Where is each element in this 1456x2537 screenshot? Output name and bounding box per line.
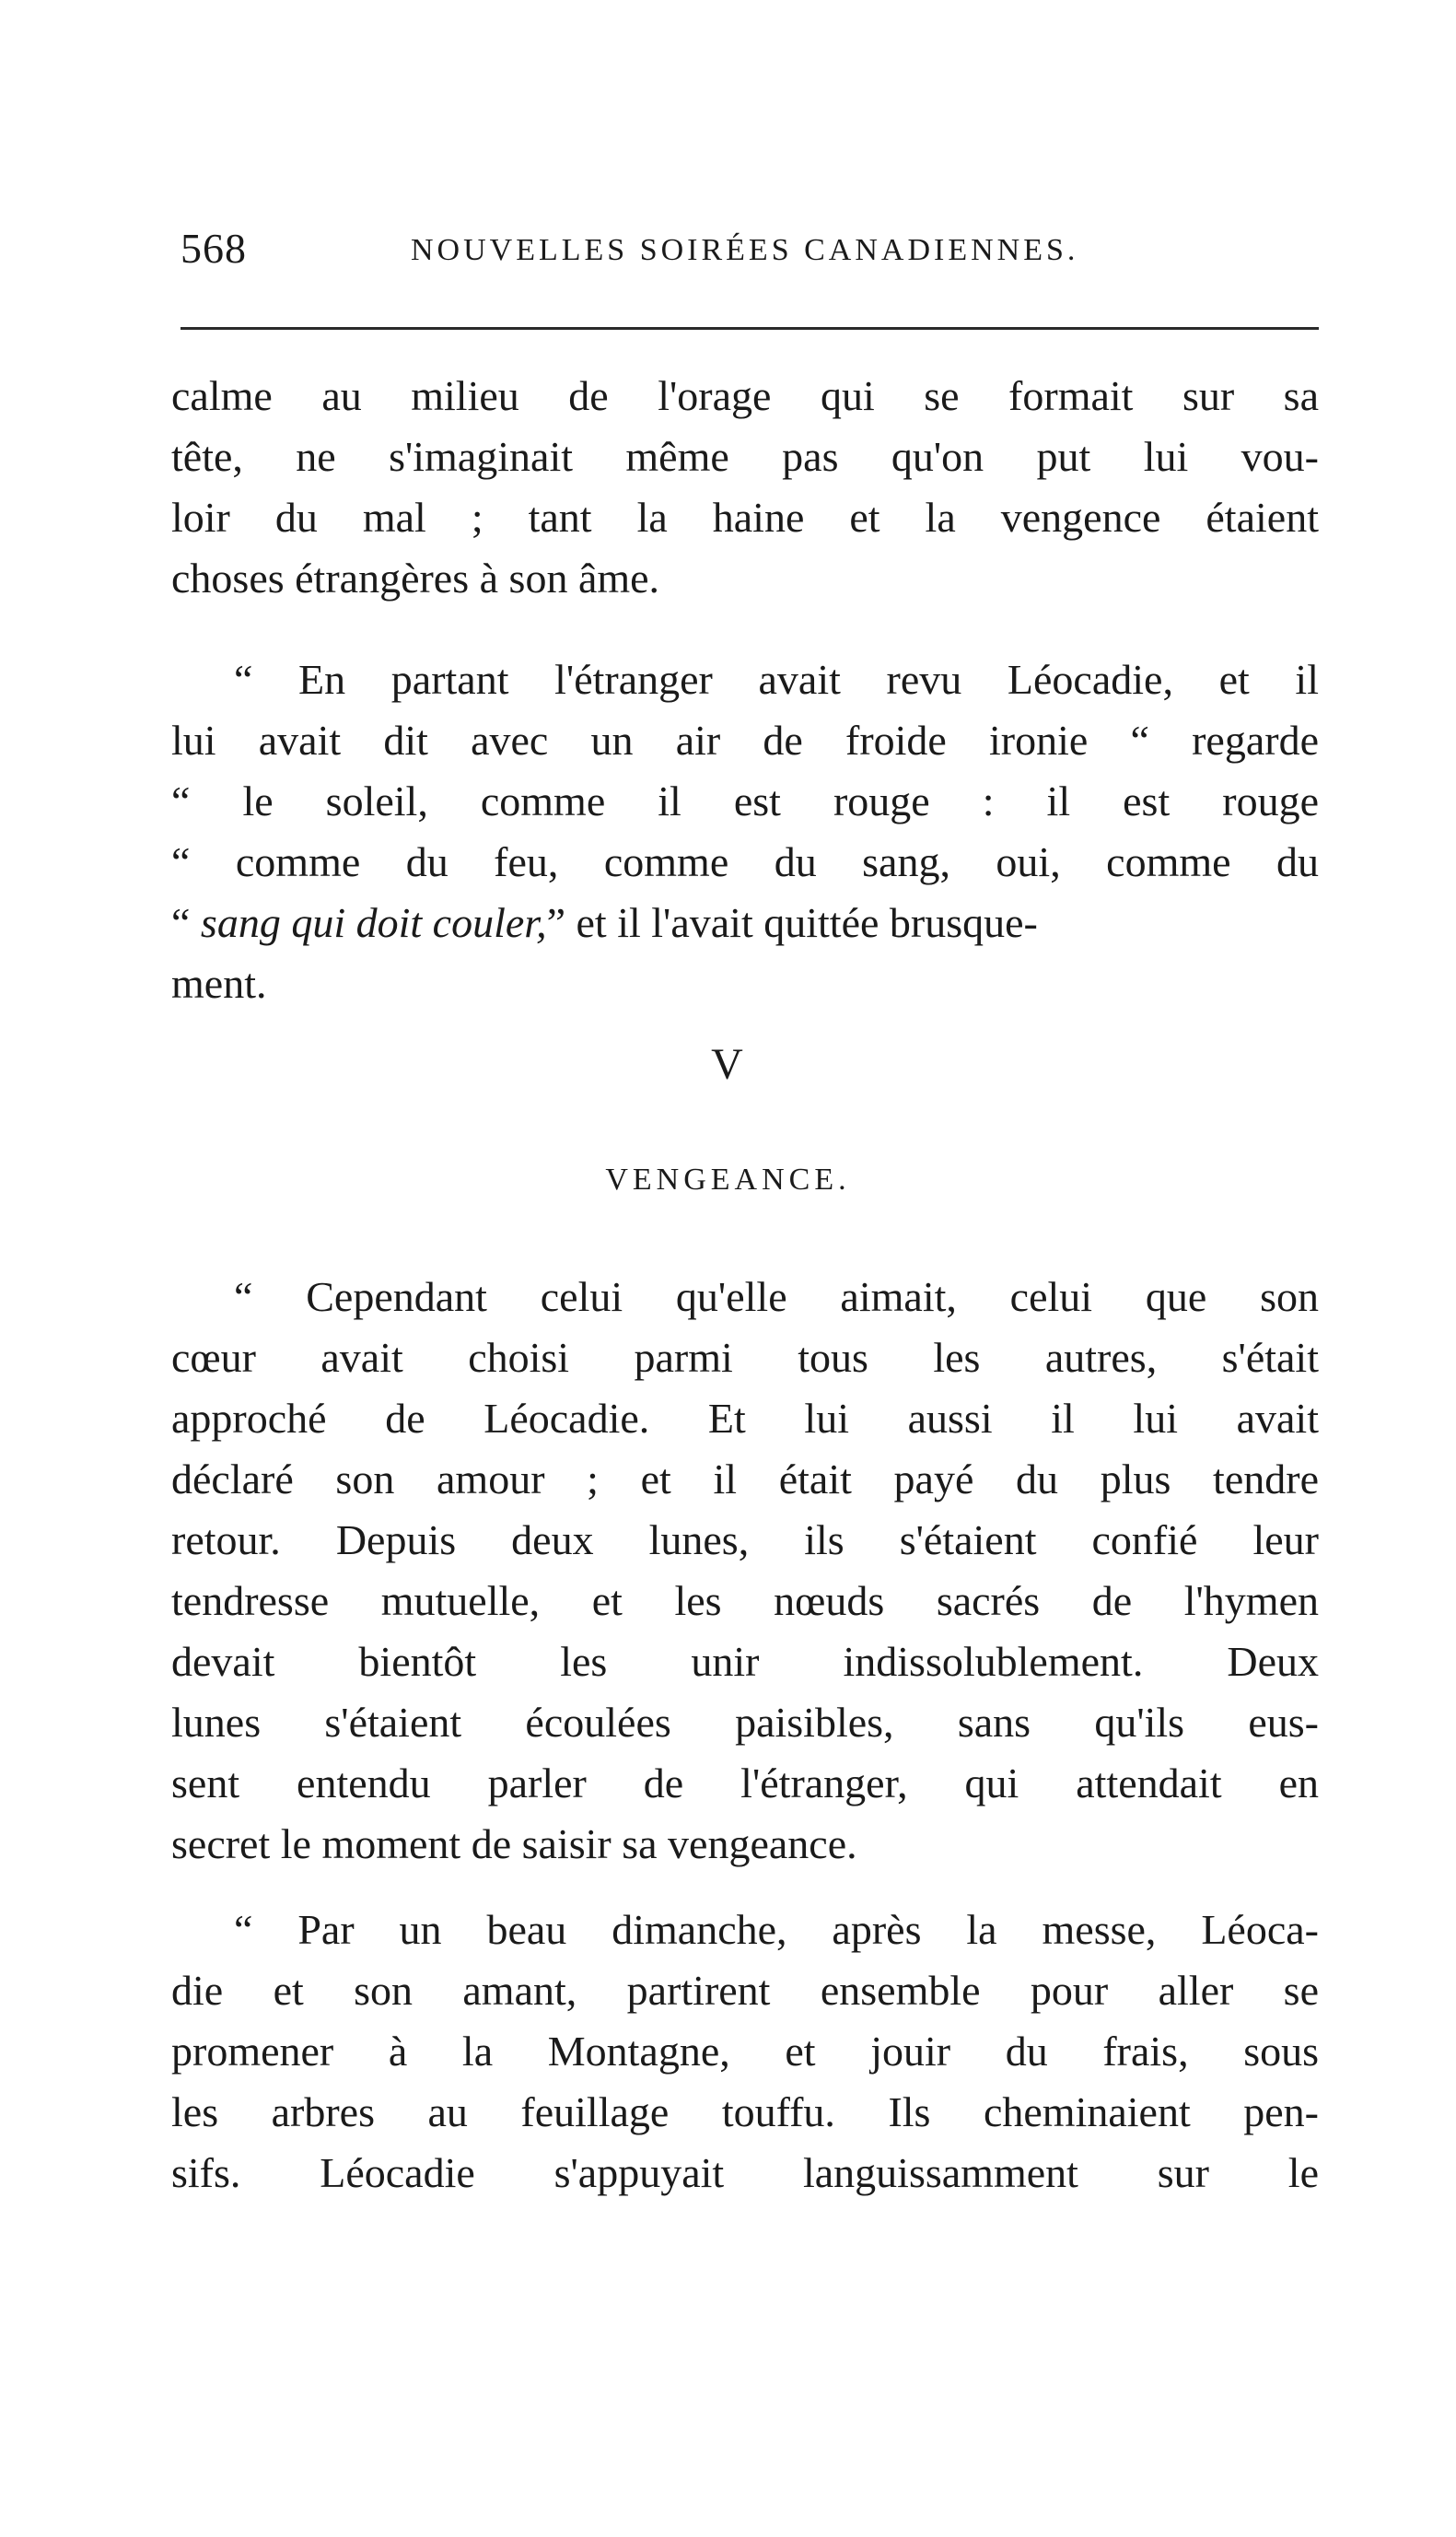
text-line: “ le soleil, comme il est rouge : il est rouge xyxy=(171,777,1319,824)
text-line: secret le moment de saisir sa vengeance. xyxy=(171,1820,857,1867)
text-line: lunes s'étaient écoulées paisibles, sans qu'ils eus- xyxy=(171,1699,1319,1746)
text-line: loir du mal ; tant la haine et la vengence étaient xyxy=(171,494,1319,541)
text-line: sifs. Léocadie s'appuyait languissamment sur le xyxy=(171,2149,1319,2196)
running-head: NOUVELLES SOIRÉES CANADIENNES. xyxy=(411,233,1079,267)
text-line: “ En partant l'étranger avait revu Léocadie, et il xyxy=(234,656,1319,703)
text-line: déclaré son amour ; et il était payé du plus tendre xyxy=(171,1456,1319,1502)
chapter-title: VENGEANCE. xyxy=(605,1163,851,1197)
text-line: tendresse mutuelle, et les nœuds sacrés de l'hymen xyxy=(171,1577,1319,1624)
text-line-quoted xyxy=(171,893,1319,953)
text-line: die et son amant, partirent ensemble pour aller se xyxy=(171,1967,1319,2014)
paragraph-3 xyxy=(171,1267,1319,1875)
paragraph-1 xyxy=(171,366,1319,609)
header-rule xyxy=(181,327,1319,330)
text-line: ment. xyxy=(171,960,267,1007)
text-line: calme au milieu de l'orage qui se formait sur sa xyxy=(171,372,1319,419)
chapter-number: V xyxy=(711,1040,745,1089)
paragraph-2 xyxy=(171,649,1319,1014)
text-line: “ Cependant celui qu'elle aimait, celui que son xyxy=(234,1273,1319,1320)
text-line: sent entendu parler de l'étranger, qui attendait en xyxy=(171,1760,1319,1806)
text-line: approché de Léocadie. Et lui aussi il lui avait xyxy=(171,1395,1319,1442)
text-line: “ Par un beau dimanche, après la messe, Léoca- xyxy=(234,1906,1319,1953)
text-line: tête, ne s'imaginait même pas qu'on put lui vou- xyxy=(171,433,1319,480)
text-line: lui avait dit avec un air de froide ironie “ regarde xyxy=(171,717,1319,764)
paragraph-4 xyxy=(171,1900,1319,2204)
text-line: choses étrangères à son âme. xyxy=(171,555,660,602)
italic-quotation: sang qui doit couler, xyxy=(200,899,547,946)
text-line: “ comme du feu, comme du sang, oui, comme du xyxy=(171,838,1319,885)
text-line: retour. Depuis deux lunes, ils s'étaient confié leur xyxy=(171,1516,1319,1563)
text-line: cœur avait choisi parmi tous les autres, s'était xyxy=(171,1334,1319,1381)
text-line: promener à la Montagne, et jouir du frais, sous xyxy=(171,2028,1319,2075)
text-line-rest: ” et il l'avait quittée brusque- xyxy=(546,899,1038,946)
text-line: devait bientôt les unir indissolublement. Deux xyxy=(171,1638,1319,1685)
page-number: 568 xyxy=(181,225,247,272)
page-header xyxy=(181,224,1319,279)
text-line: les arbres au feuillage touffu. Ils cheminaient pen- xyxy=(171,2088,1319,2135)
open-quote: “ xyxy=(171,899,201,946)
